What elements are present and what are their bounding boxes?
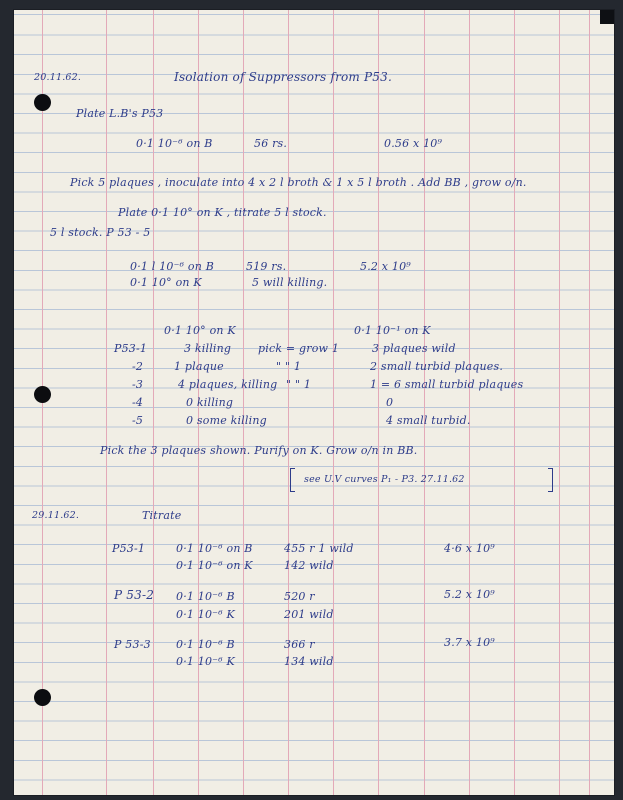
stock-dilution-1: 0·1 l 10⁻⁶ on B [130, 260, 215, 273]
row-left: 0 killing [186, 396, 234, 409]
column-rule [589, 10, 590, 795]
titrate-date: 29.11.62. [32, 510, 80, 521]
titrate-id: P 53-2 [114, 588, 155, 602]
stock-subtitle: 5 l stock. P 53 - 5 [50, 226, 151, 239]
column-rule [106, 10, 107, 795]
column-rule [514, 10, 515, 795]
column-head-right: 0·1 10⁻¹ on K [354, 324, 431, 337]
row-right: 0 [386, 396, 394, 409]
row-id: -5 [132, 414, 144, 427]
pick-three-line: Pick the 3 plaques shown. Purify on K. Grow o/n in BB. [100, 444, 418, 457]
plate-line: Plate L.B's P53 [76, 107, 164, 120]
titrate-titre: 4·6 x 10⁹ [444, 542, 495, 555]
row-id: -2 [132, 360, 144, 373]
row-id: -4 [132, 396, 144, 409]
row-right: 2 small turbid plaques. [370, 360, 504, 373]
titrate-count: 520 r [284, 590, 315, 603]
titrate-count: 201 wild [284, 608, 334, 621]
titrate-titre: 3.7 x 10⁹ [444, 636, 495, 649]
titrate-dilution: 0·1 10⁻⁶ B [176, 590, 235, 603]
row-id: P53-1 [114, 342, 148, 355]
see-note: see U.V curves P₁ - P3. 27.11.62 [304, 474, 465, 485]
titrate-dilution: 0·1 10⁻⁶ K [176, 608, 235, 621]
row-left: 0 some killing [186, 414, 267, 427]
column-rule [559, 10, 560, 795]
stock-count-1: 519 rs. [246, 260, 287, 273]
row-left: 1 plaque [174, 360, 224, 373]
punch-hole [34, 689, 51, 706]
stock-dilution-2: 0·1 10° on K [130, 276, 202, 289]
titrate-count: 366 r [284, 638, 315, 651]
punch-hole [34, 94, 51, 111]
titrate-dilution: 0·1 10⁻⁶ B [176, 638, 235, 651]
plate-titre: 0.56 x 10⁹ [384, 137, 443, 150]
column-rule [424, 10, 425, 795]
notebook-page [14, 10, 614, 795]
stock-titre-1: 5.2 x 10⁹ [360, 260, 411, 273]
stock-result-2: 5 will killing. [252, 276, 328, 289]
plate-dilution: 0·1 10⁻⁶ on B [136, 137, 213, 150]
titrate-titre: 5.2 x 10⁹ [444, 588, 495, 601]
row-mid: " " 1 [286, 378, 312, 391]
titrate-heading: Titrate [142, 509, 182, 522]
column-rule [153, 10, 154, 795]
titrate-line: Plate 0·1 10° on K , titrate 5 l stock. [118, 206, 327, 219]
titrate-id: P 53-3 [114, 638, 151, 651]
row-right: 3 plaques wild [372, 342, 456, 355]
row-right: 4 small turbid. [386, 414, 471, 427]
row-id: -3 [132, 378, 144, 391]
page-corner [600, 10, 614, 24]
titrate-dilution: 0·1 10⁻⁶ K [176, 655, 235, 668]
bracket-left [290, 468, 295, 492]
page-title: Isolation of Suppressors from P53. [174, 70, 392, 84]
column-head-left: 0·1 10° on K [164, 324, 236, 337]
row-left: 4 plaques, killing [178, 378, 278, 391]
bracket-right [548, 468, 553, 492]
titrate-id: P53-1 [112, 542, 146, 555]
column-rule [288, 10, 289, 795]
plate-count: 56 rs. [254, 137, 288, 150]
row-left: 3 killing [184, 342, 232, 355]
punch-hole [34, 386, 51, 403]
titrate-dilution: 0·1 10⁻⁶ on K [176, 559, 253, 572]
entry-date: 20.11.62. [34, 72, 82, 83]
row-mid: pick = grow 1 [258, 342, 340, 355]
titrate-count: 134 wild [284, 655, 334, 668]
row-right: 1 = 6 small turbid plaques [370, 378, 524, 391]
titrate-dilution: 0·1 10⁻⁶ on B [176, 542, 253, 555]
titrate-count: 455 r 1 wild [284, 542, 354, 555]
column-rule [333, 10, 334, 795]
titrate-count: 142 wild [284, 559, 334, 572]
column-rule [469, 10, 470, 795]
column-rule [378, 10, 379, 795]
pick-line: Pick 5 plaques , inoculate into 4 x 2 l broth & 1 x 5 l broth . Add BB , grow o/n. [70, 176, 527, 189]
row-mid: " " 1 [276, 360, 302, 373]
column-rule [243, 10, 244, 795]
